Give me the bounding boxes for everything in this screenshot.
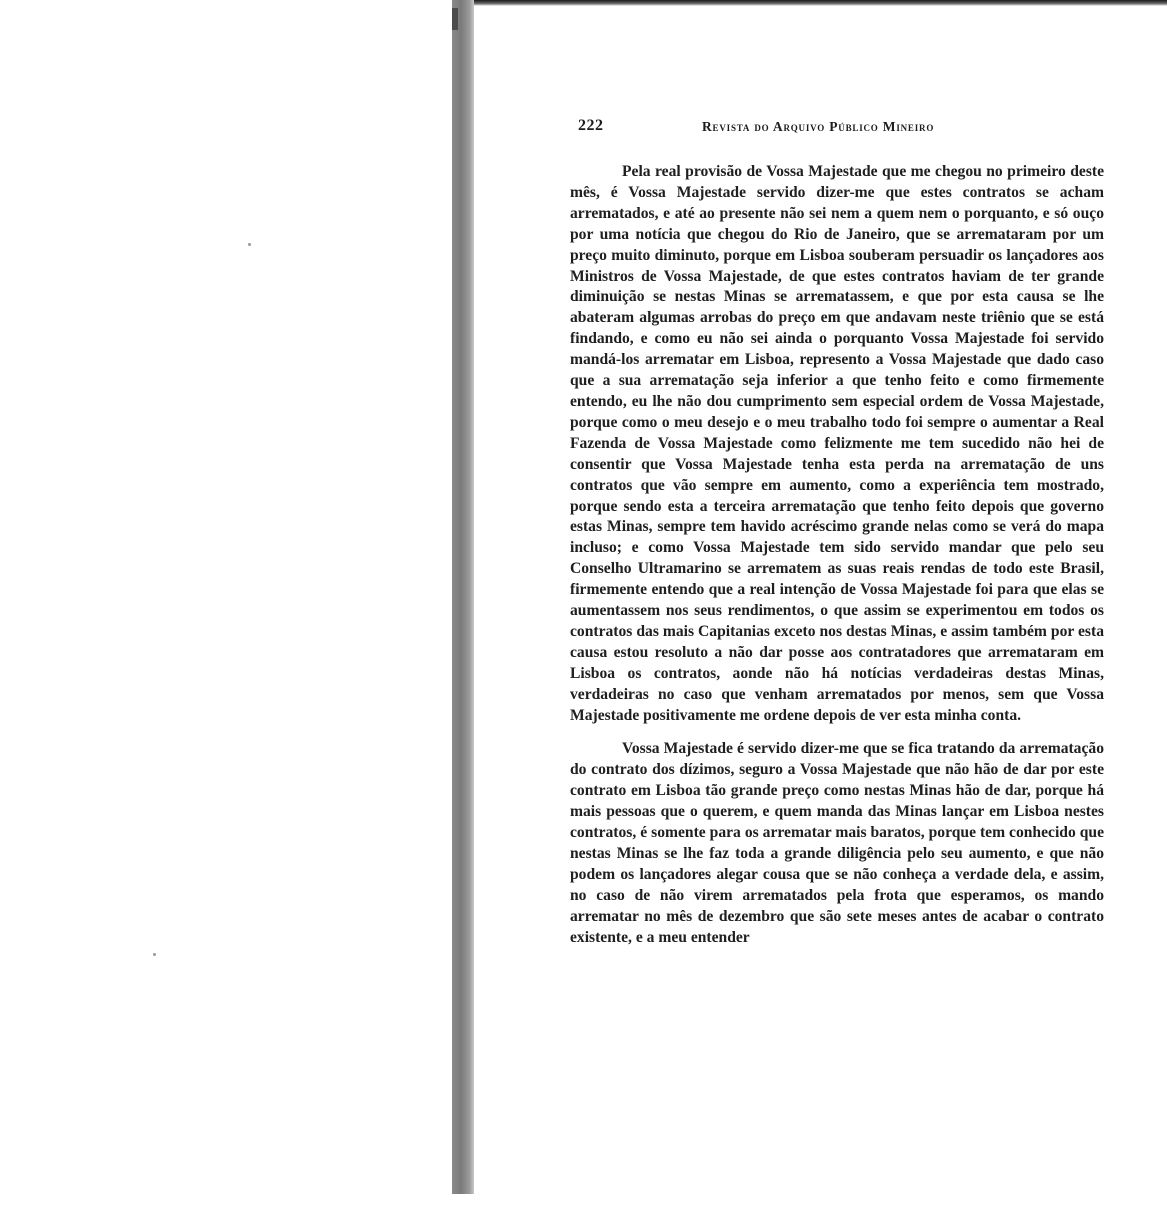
binding-gutter-shadow xyxy=(452,8,458,30)
body-text xyxy=(570,162,1104,949)
paragraph: Vossa Majestade é servido dizer-me que se fica tratando da arrematação do contrato dos dízimos, seguro a Vossa Majestade que não hão de dar por este contrato em Lisboa tão grande preço como nestas Minas hão de dar, porque há mais pessoas que o querem, e quem manda das Minas lançar em Lisboa nestes contratos, é somente para os arrematar mais baratos, porque tem conhecido que nestas Minas se lhe faz toda a grande diligência pelo seu aumento, e que não podem os lançadores alegar cousa que se não conheça a verdade dela, e assim, no caso de não virem arrematados pela frota que esperamos, os mando arrematar no mês de dezembro que são sete meses antes de acabar o contrato existente, e a meu entender xyxy=(570,740,1104,946)
paper-speck xyxy=(248,243,251,246)
paper-speck xyxy=(153,953,156,956)
paragraph: Pela real provisão de Vossa Majestade que me chegou no primeiro deste mês, é Vossa Majestade servido dizer-me que estes contratos se acham arrematados, e até ao presente não sei nem a quem nem o porquanto, e só ouço por uma notícia que chegou do Rio de Janeiro, que se arremataram por um preço muito diminuto, porque em Lisboa souberam persuadir os lançadores aos Ministros de Vossa Majestade, de que estes contratos haviam de ter grande diminuição se nestas Minas se arrematassem, e que por esta causa se lhe abateram algumas arrobas do preço em que andavam neste triênio que se está findando, e como eu não sei ainda o porquanto Vossa Majestade foi servido mandá-los arrematar em Lisboa, represento a Vossa Majestade que dado caso que a sua arrematação seja inferior a que tenho feito e como firmemente entendo, eu lhe não dou cumprimento sem especial ordem de Vossa Majestade, porque como o meu desejo e o meu trabalho todo foi sempre o aumentar a Real Fazenda de Vossa Majestade como felizmente me tem sucedido não hei de consentir que Vossa Majestade tenha esta perda na arrematação de uns contratos que vão sempre em aumento, como a experiência tem mostrado, porque sendo esta a terceira arrematação que tenho feito depois que governo estas Minas, sempre tem havido acréscimo grande nelas como se verá do mapa incluso; e como Vossa Majestade tem sido servido mandar que pelo seu Conselho Ultramarino se arrematem as suas reais rendas de todo este Brasil, firmemente entendo que a real intenção de Vossa Majestade foi para que elas se aumentassem nos seus rendimentos, o que assim se experimentou em todos os contratos das mais Capitanias exceto nos destas Minas, e assim também por esta causa estou resoluto a não dar posse aos contratadores que arremataram em Lisboa os contratos, aonde não há notícias verdadeiras destas Minas, verdadeiras no caso que venham arrematados por menos, sem que Vossa Majestade positivamente me ordene depois de ver esta minha conta. xyxy=(570,163,1104,724)
page-bottom-edge xyxy=(452,1194,1167,1207)
blank-left-page xyxy=(0,0,452,1207)
journal-title: Revista do Arquivo Público Mineiro xyxy=(702,119,935,134)
running-header xyxy=(578,117,1004,139)
page-number: 222 xyxy=(578,117,604,134)
binding-gutter xyxy=(452,0,474,1196)
